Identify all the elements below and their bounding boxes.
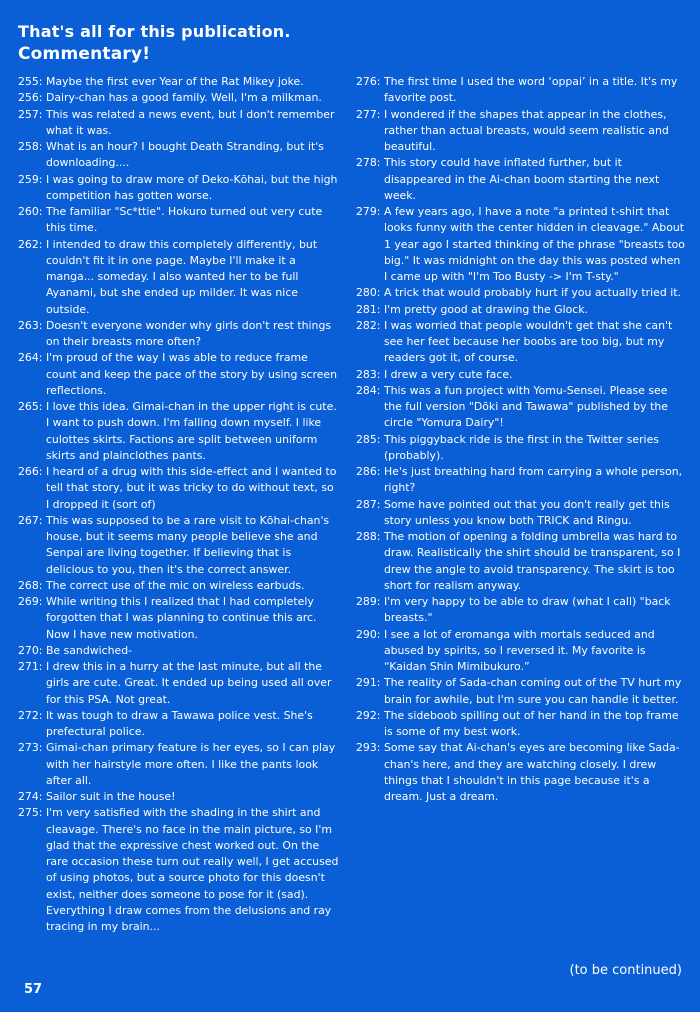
- commentary-entry: [18, 318, 340, 351]
- commentary-title: Commentary!: [18, 44, 151, 64]
- entry-text: I'm pretty good at drawing the Glock.: [383, 302, 589, 316]
- commentary-entry: [18, 805, 340, 935]
- commentary-entry: [18, 740, 340, 789]
- entry-number: 268:: [18, 578, 43, 592]
- entry-number: 270:: [18, 643, 43, 657]
- entry-number: 279:: [356, 205, 381, 218]
- entry-text: This piggyback ride is the first in the Twitter series (probably).: [383, 432, 659, 462]
- commentary-entry: [18, 643, 340, 659]
- commentary-entry: [356, 627, 686, 676]
- entry-number: 255:: [18, 75, 43, 88]
- page-number: 57: [24, 982, 43, 997]
- commentary-entry: [356, 155, 686, 204]
- commentary-entry: [356, 74, 686, 107]
- entry-number: 280:: [356, 286, 381, 300]
- commentary-entry: [18, 399, 340, 464]
- commentary-entry: [356, 740, 686, 805]
- entry-text: The motion of opening a folding umbrella was hard to draw. Realistically the shirt should be transparent, so I drew the angle to avoid transparency. The skirt is too short for realism anyway.: [383, 530, 681, 592]
- commentary-entry: [356, 204, 686, 285]
- page-header-line: That's all for this publication.: [18, 22, 291, 41]
- commentary-entry: [18, 237, 340, 318]
- entry-number: 282:: [356, 318, 381, 332]
- commentary-entry: [356, 383, 686, 432]
- entry-number: 258:: [18, 140, 43, 153]
- entry-number: 264:: [18, 351, 43, 365]
- entry-text: I drew this in a hurry at the last minute, but all the girls are cute. Great. It ended up being used all over for this PSA. Not great.: [45, 660, 332, 706]
- commentary-entry: [18, 594, 340, 643]
- entry-number: 289:: [356, 595, 381, 608]
- entry-text: This was supposed to be a rare visit to Kōhai-chan's house, but it seems many people believe she and Senpai are living together. If believing that is delicious to you, then it's the correct answer.: [45, 513, 330, 576]
- commentary-entry: [18, 139, 340, 172]
- commentary-entry: [18, 172, 340, 205]
- entry-text: The sideboob spilling out of her hand in the top frame is some of my best work.: [383, 708, 679, 738]
- entry-number: 272:: [18, 708, 43, 722]
- entry-number: 262:: [18, 237, 43, 251]
- commentary-entry: [356, 594, 686, 627]
- commentary-entry: [18, 659, 340, 708]
- entry-text: This was a fun project with Yomu-Sensei. Please see the full version "Dōki and Tawawa" published by the circle "Yomura Dairy"!: [383, 383, 668, 430]
- entry-number: 265:: [18, 400, 43, 413]
- entry-number: 257:: [18, 107, 43, 121]
- entry-text: It was tough to draw a Tawawa police vest. She's prefectural police.: [45, 708, 313, 738]
- entry-text: Sailor suit in the house!: [45, 790, 176, 803]
- entry-text: This was related a news event, but I don't remember what it was.: [45, 107, 335, 137]
- commentary-entry: [356, 432, 686, 465]
- commentary-entry: [356, 675, 686, 708]
- entry-number: 293:: [356, 741, 381, 755]
- entry-text: Maybe the first ever Year of the Rat Mikey joke.: [45, 75, 304, 88]
- commentary-entry: [356, 107, 686, 156]
- entry-text: Gimai-chan primary feature is her eyes, so I can play with her hairstyle more often. I like the pants look after all.: [45, 741, 336, 787]
- entry-number: 266:: [18, 465, 43, 478]
- entry-number: 263:: [18, 318, 43, 332]
- commentary-entry: [356, 367, 686, 383]
- commentary-entry: [356, 285, 686, 301]
- commentary-entry: [356, 497, 686, 530]
- entry-number: 278:: [356, 156, 381, 170]
- commentary-entry: [18, 90, 340, 106]
- commentary-entry: [18, 107, 340, 140]
- commentary-entry: [356, 529, 686, 594]
- entry-text: While writing this I realized that I had completely forgotten that I was planning to continue this arc. Now I have new motivation.: [45, 595, 317, 641]
- entry-number: 281:: [356, 302, 381, 316]
- entry-number: 286:: [356, 465, 381, 478]
- entry-number: 275:: [18, 806, 43, 820]
- entry-text: The familiar "Sc*ttie". Hokuro turned out very cute this time.: [45, 205, 323, 235]
- commentary-entry: [356, 318, 686, 367]
- entry-number: 288:: [356, 530, 381, 543]
- entry-text: Doesn't everyone wonder why girls don't rest things on their breasts more often?: [45, 318, 332, 348]
- entry-text: I'm proud of the way I was able to reduce frame count and keep the pace of the story by using screen reflections.: [45, 351, 338, 397]
- commentary-entry: [356, 464, 686, 497]
- entry-text: He's just breathing hard from carrying a whole person, right?: [383, 465, 683, 495]
- entry-text: Some have pointed out that you don't really get this story unless you know both TRICK and Ringu.: [383, 497, 670, 527]
- commentary-left-column: [18, 74, 340, 935]
- to-be-continued-note: (to be continued): [569, 963, 682, 978]
- commentary-entry: [356, 708, 686, 741]
- entry-text: Dairy-chan has a good family. Well, I'm a milkman.: [45, 91, 322, 105]
- commentary-entry: [18, 789, 340, 805]
- entry-number: 256:: [18, 91, 43, 105]
- commentary-entry: [18, 708, 340, 741]
- entry-text: What is an hour? I bought Death Stranding, but it's downloading....: [45, 140, 324, 170]
- entry-text: I see a lot of eromanga with mortals seduced and abused by spirits, so I reversed it. My favorite is “Kaidan Shin Mimibukuro.”: [383, 627, 655, 673]
- entry-number: 287:: [356, 497, 381, 511]
- entry-text: I'm very satisfied with the shading in the shirt and cleavage. There's no face in the main picture, so I'm glad that the expressive chest worked out. On the rare occasion these turn out really well, I get accused of using photos, but a source photo for this doesn't exist, neither does someone to pose for it (sad). Everything I draw comes from the delusions and ray tracing in my brain...: [45, 806, 339, 933]
- entry-number: 271:: [18, 660, 43, 673]
- commentary-entry: [18, 350, 340, 399]
- commentary-entry: [18, 204, 340, 237]
- entry-text: I'm very happy to be able to draw (what I call) "back breasts.": [383, 595, 671, 625]
- entry-text: I love this idea. Gimai-chan in the upper right is cute. I want to push down. I'm falling down myself. I like culottes skirts. Factions are split between uniform skirts and plainclothes pants.: [45, 400, 337, 462]
- entry-number: 284:: [356, 383, 381, 397]
- entry-text: The reality of Sada-chan coming out of the TV hurt my brain for awhile, but I'm sure you can handle it better.: [383, 676, 682, 706]
- commentary-entry: [356, 302, 686, 318]
- entry-text: I was worried that people wouldn't get that she can't see her feet because her boobs are too big, but my readers got it, of course.: [383, 318, 673, 365]
- entry-number: 290:: [356, 627, 381, 641]
- entry-number: 292:: [356, 708, 381, 722]
- entry-number: 291:: [356, 676, 381, 690]
- commentary-entry: [18, 464, 340, 513]
- entry-text: Be sandwiched-: [45, 643, 133, 657]
- entry-number: 285:: [356, 432, 381, 446]
- entry-number: 273:: [18, 741, 43, 755]
- commentary-right-column: [356, 74, 686, 805]
- commentary-entry: [18, 74, 340, 90]
- entry-text: Some say that Ai-chan's eyes are becoming like Sada-chan's here, and they are watching closely. I drew things that I shouldn't in this page because it's a dream. Just a dream.: [383, 741, 680, 803]
- entry-number: 259:: [18, 172, 43, 186]
- entry-text: I intended to draw this completely differently, but couldn't fit it in one page. Maybe I'll make it a manga... someday. I also wanted her to be full Ayanami, but she ended up milder. It was nice outside.: [45, 237, 318, 316]
- entry-text: I drew a very cute face.: [383, 367, 513, 381]
- entry-text: I was going to draw more of Deko-Kōhai, but the high competition has gotten worse.: [45, 172, 338, 202]
- entry-text: A trick that would probably hurt if you actually tried it.: [383, 286, 681, 300]
- entry-number: 274:: [18, 790, 43, 803]
- entry-text: I wondered if the shapes that appear in the clothes, rather than actual breasts, would seem realistic and beautiful.: [383, 107, 669, 153]
- entry-text: I heard of a drug with this side-effect and I wanted to tell that story, but it was tricky to do without text, so I dropped it (sort of): [45, 465, 337, 511]
- entry-text: A few years ago, I have a note "a printed t-shirt that looks funny with the center hidden in cleavage." About 1 year ago I started thinking of the phrase "breasts too big." It was midnight on the day this was posted when I came up with "I'm Too Busty -> I'm T-sty.": [383, 205, 685, 283]
- entry-text: This story could have inflated further, but it disappeared in the Ai-chan boom starting the next week.: [383, 156, 660, 202]
- entry-number: 260:: [18, 205, 43, 218]
- entry-number: 269:: [18, 595, 43, 608]
- entry-number: 267:: [18, 513, 43, 527]
- entry-number: 276:: [356, 75, 381, 88]
- entry-text: The correct use of the mic on wireless earbuds.: [45, 578, 305, 592]
- entry-number: 283:: [356, 367, 381, 381]
- commentary-entry: [18, 513, 340, 578]
- entry-number: 277:: [356, 107, 381, 121]
- commentary-entry: [18, 578, 340, 594]
- entry-text: The first time I used the word ‘oppai’ in a title. It's my favorite post.: [383, 75, 678, 105]
